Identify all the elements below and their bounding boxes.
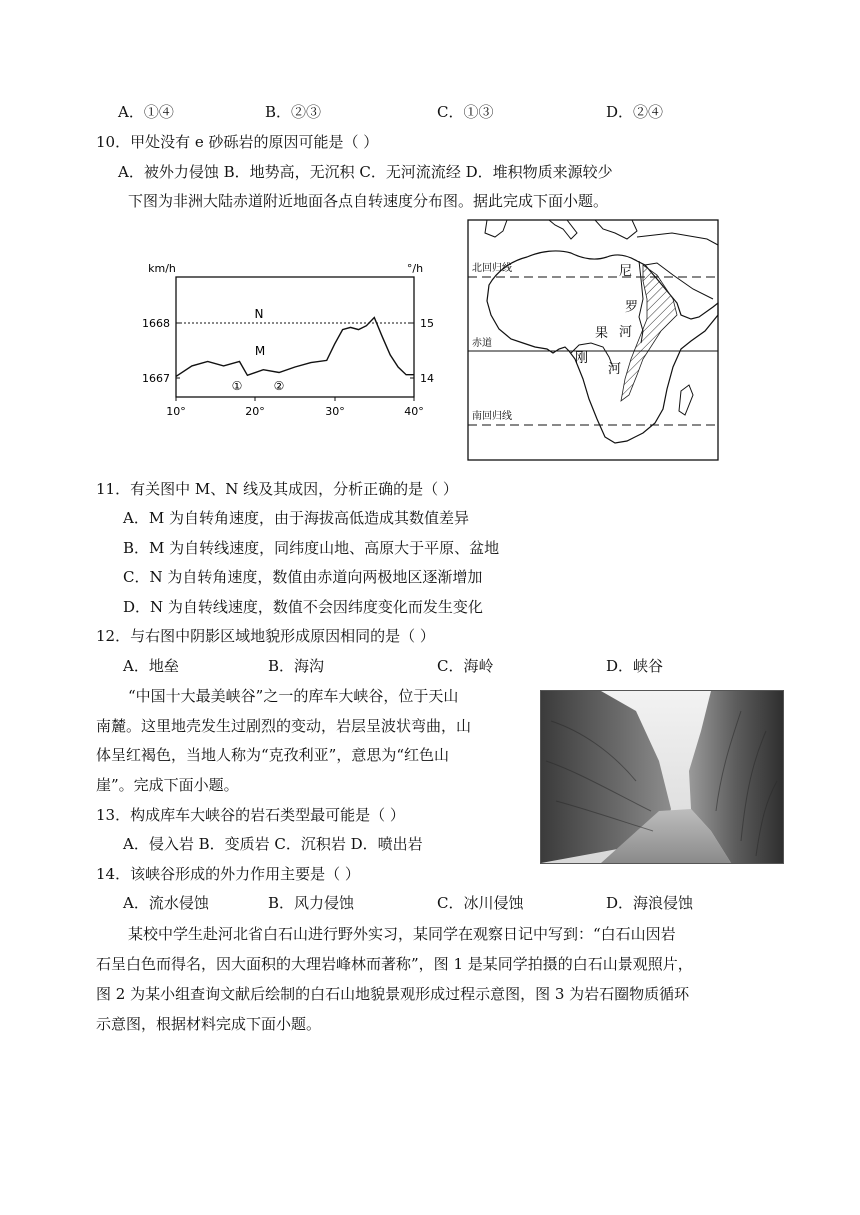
q11-stem: 11．有关图中 M、N 线及其成因，分析正确的是（ ） [96,480,458,498]
nile-label-3: 河 [619,325,633,340]
q12-option-c: C．海岭 [437,657,494,675]
q13-stem: 13．构成库车大峡谷的岩石类型最可能是（ ） [96,806,405,824]
q10-stem: 10．甲处没有 e 砂砾岩的原因可能是（ ） [96,133,379,151]
intro-kuqa-line-3: 体呈红褐色，当地人称为“克孜利亚”，意思为“红色山 [96,746,450,764]
equator-label: 赤道 [472,338,492,349]
marker-1: ① [231,379,243,393]
congo-label-1: 刚 [575,351,589,366]
q11-option-a: A．M 为自转角速度，由于海拔高低造成其数值差异 [123,509,469,527]
left-tick-label-1667: 1667 [142,372,170,385]
series-m-line [176,318,414,377]
q14-option-b: B．风力侵蚀 [268,894,355,912]
q14-option-d: D．海浪侵蚀 [606,894,694,912]
q9-option-a: A．①④ [118,103,174,121]
right-tick-label-15: 15 [420,317,434,330]
q11-option-c: C．N 为自转角速度，数值由赤道向两极地区逐渐增加 [123,568,483,586]
plot-frame [176,277,414,397]
intro-baishi-line-1: 某校中学生赴河北省白石山进行野外实习，某同学在观察日记中写到：“白石山因岩 [128,925,676,943]
africa-map [467,219,719,461]
congo-label-2: 果 [595,326,609,341]
q13-options: A．侵入岩 B．变质岩 C．沉积岩 D．喷出岩 [123,835,423,853]
kuqa-canyon-photo [540,690,784,864]
x-tick-label-40: 40° [404,405,424,418]
tropic-of-capricorn-label: 南回归线 [472,411,512,422]
x-tick-label-10: 10° [166,405,186,418]
right-unit-label: °/h [406,262,424,275]
intro-baishi-line-3: 图 2 为某小组查询文献后绘制的白石山地貌景观形成过程示意图，图 3 为岩石圈物质循环 [96,985,690,1003]
left-tick-label-1668: 1668 [142,317,170,330]
q11-option-d: D．N 为自转线速度，数值不会因纬度变化而发生变化 [123,598,483,616]
q9-option-b: B．②③ [265,103,322,121]
nile-label-2: 罗 [625,300,639,315]
intro-kuqa-line-2: 南麓。这里地壳发生过剧烈的变动，岩层呈波状弯曲，山 [96,717,472,735]
nile-label-1: 尼 [619,264,633,279]
q12-option-b: B．海沟 [268,657,325,675]
rotation-speed-chart [128,252,448,427]
intro-baishi-line-2: 石呈白色而得名，因大面积的大理岩峰林而著称”，图 1 是某同学拍摄的白石山景观照片， [96,955,693,973]
right-tick-label-14: 14 [420,372,434,385]
map-frame [468,220,718,460]
q12-stem: 12．与右图中阴影区域地貌形成原因相同的是（ ） [96,627,435,645]
marker-2: ② [273,379,285,393]
congo-label-3: 河 [608,362,622,377]
q10-options: A．被外力侵蚀 B．地势高，无沉积 C．无河流流经 D．堆积物质来源较少 [118,163,613,181]
q9-option-d: D．②④ [606,103,664,121]
q12-option-a: A．地垒 [123,657,179,675]
q9-option-c: C．①③ [437,103,494,121]
intro-kuqa-line-1: “中国十大最美峡谷”之一的库车大峡谷，位于天山 [128,687,459,705]
tropic-of-cancer-label: 北回归线 [472,263,512,274]
q14-stem: 14．该峡谷形成的外力作用主要是（ ） [96,865,360,883]
q14-option-c: C．冰川侵蚀 [437,894,524,912]
intro-baishi-line-4: 示意图，根据材料完成下面小题。 [96,1015,322,1033]
q11-option-b: B．M 为自转线速度，同纬度山地、高原大于平原、盆地 [123,539,500,557]
left-unit-label: km/h [148,262,176,275]
intro-kuqa-line-4: 崖”。完成下面小题。 [96,776,239,794]
series-m-label: M [254,344,266,358]
x-tick-label-30: 30° [325,405,345,418]
q12-option-d: D．峡谷 [606,657,664,675]
series-n-label: N [254,307,264,321]
q14-option-a: A．流水侵蚀 [123,894,209,912]
x-tick-label-20: 20° [245,405,265,418]
intro-africa: 下图为非洲大陆赤道附近地面各点自转速度分布图。据此完成下面小题。 [128,192,609,210]
